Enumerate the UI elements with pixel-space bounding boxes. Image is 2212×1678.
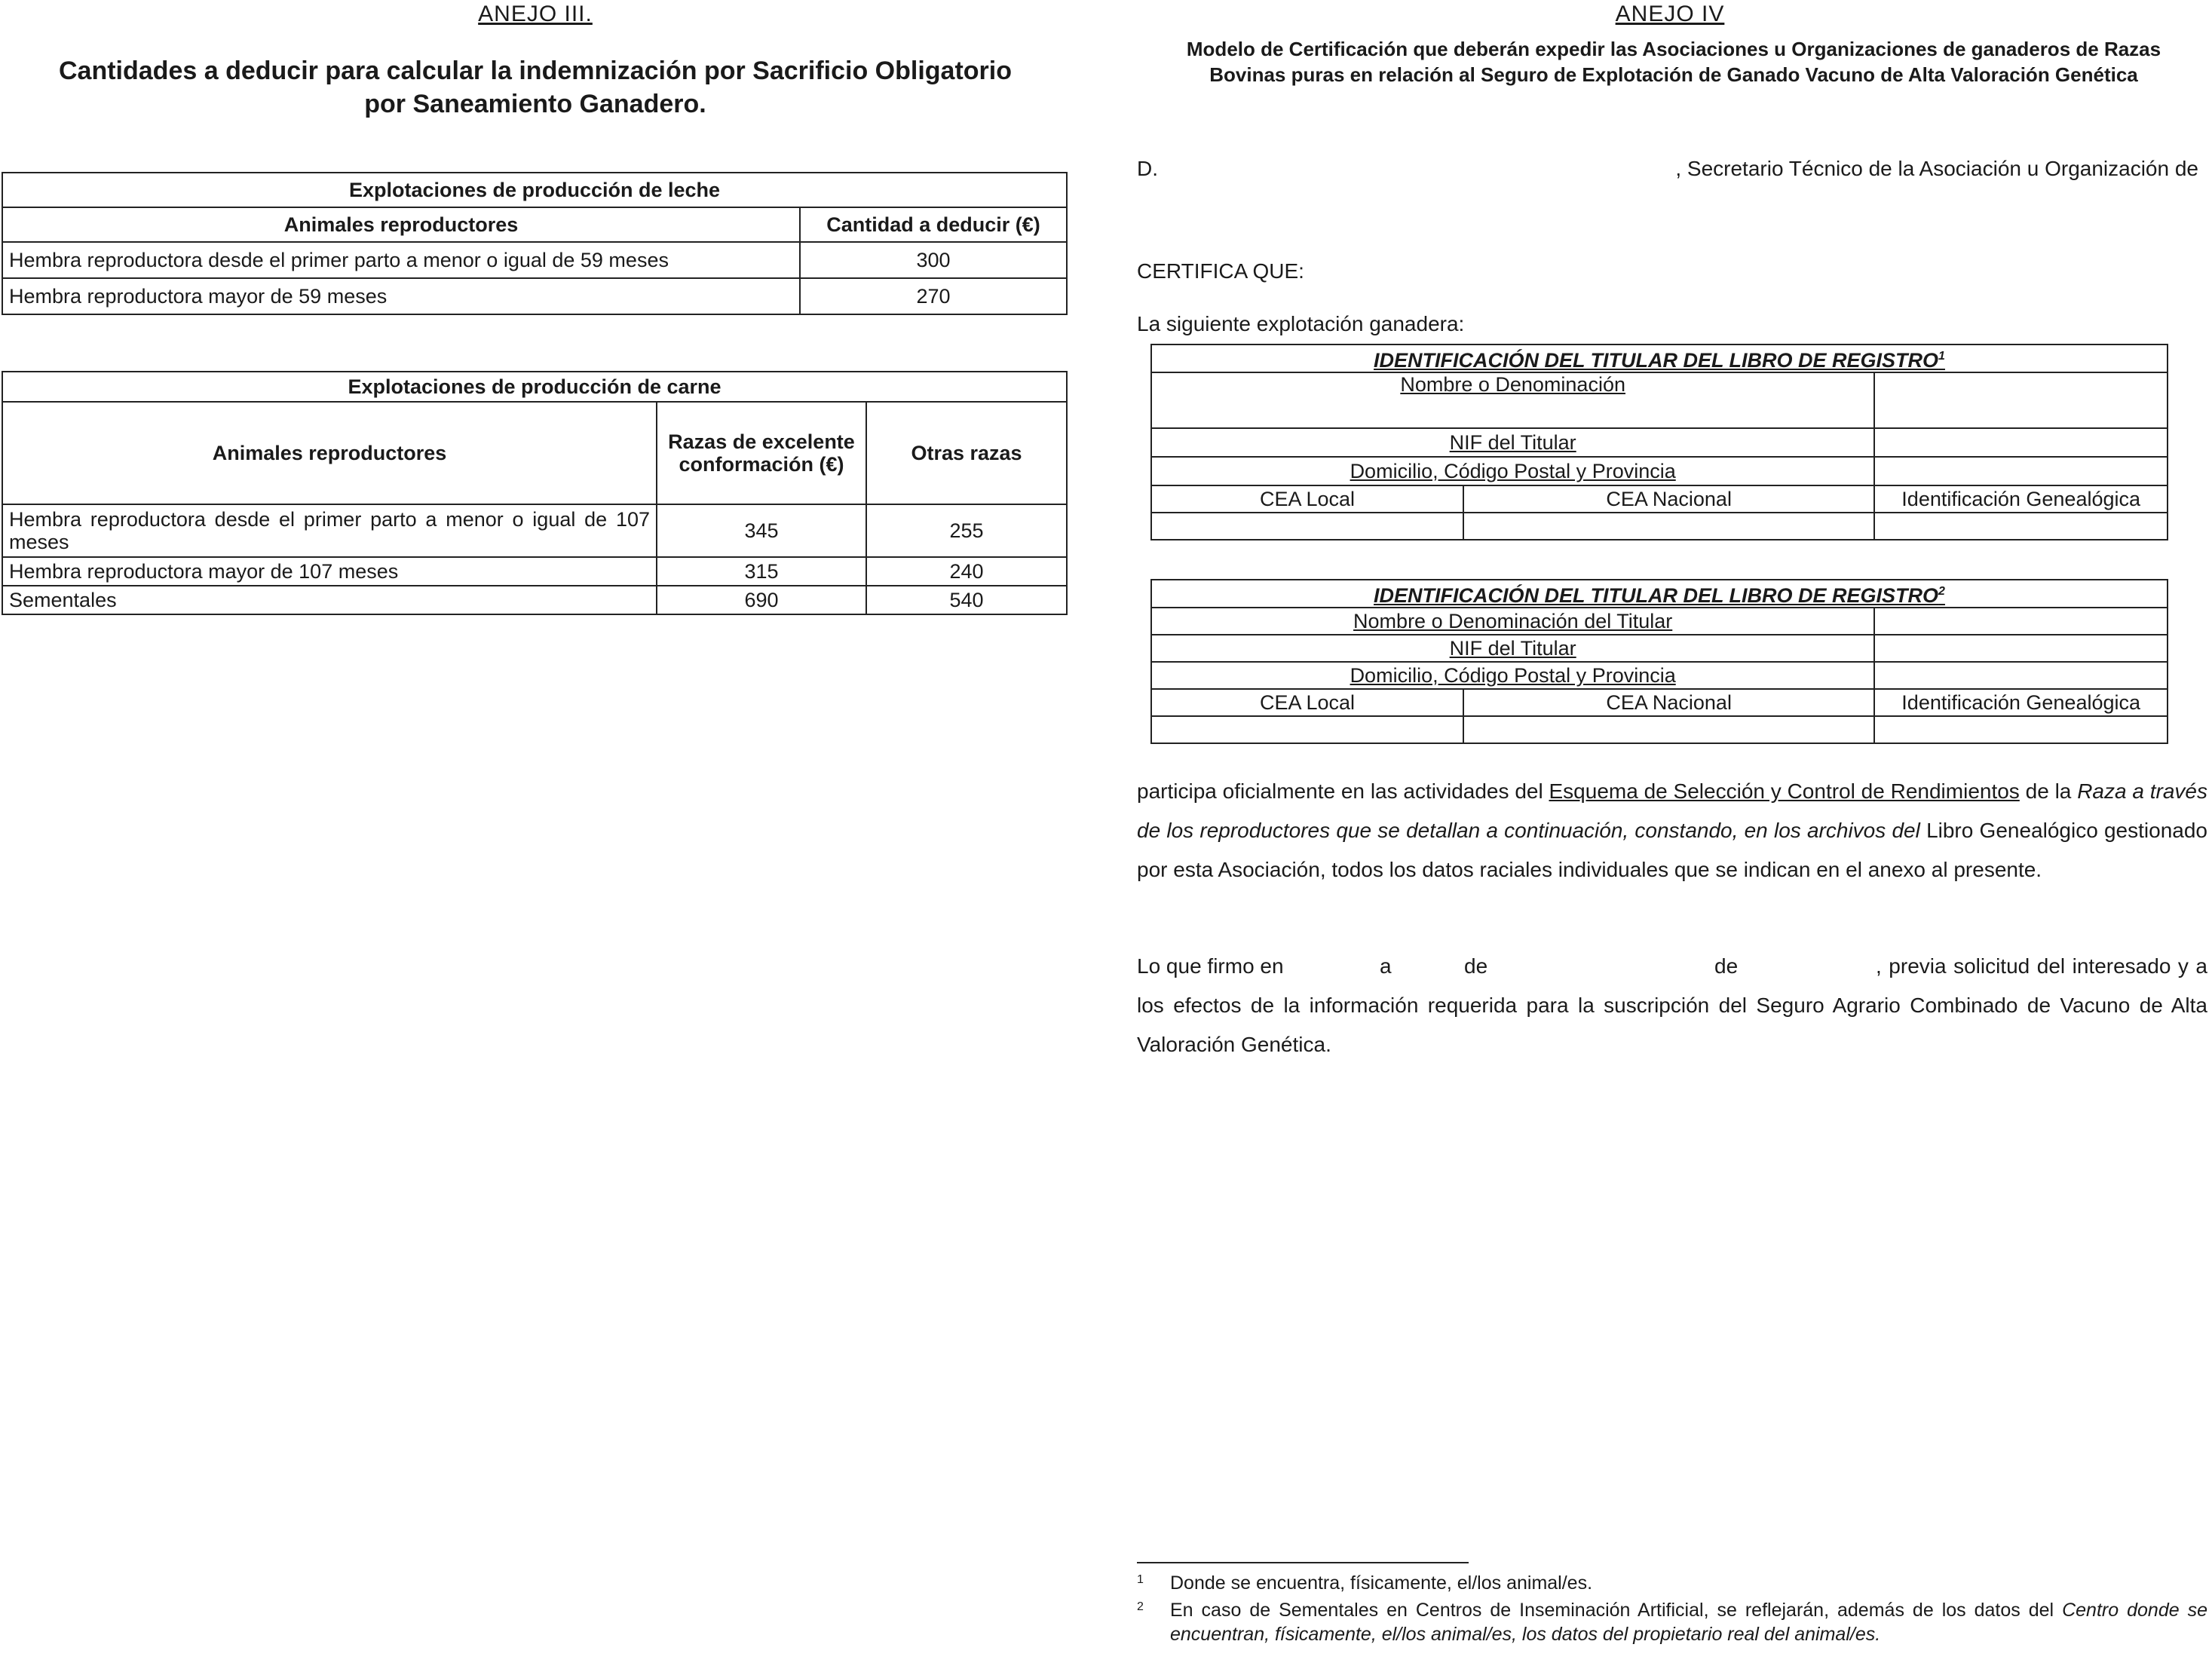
id1-header <box>1151 344 2168 372</box>
id1-header-text: IDENTIFICACIÓN DEL TITULAR DEL LIBRO DE REGISTRO <box>1374 349 1939 372</box>
id2-nif-label: NIF del Titular <box>1151 635 1874 662</box>
footnote-2 <box>1137 1598 2207 1646</box>
id1-ident-gen-label: Identificación Genealógica <box>1874 485 2168 513</box>
anejo-iv-heading: ANEJO IV <box>1615 2 1725 26</box>
carne-col-excelente: Razas de excelente conformación (€) <box>657 402 866 504</box>
participa-text-1: participa oficialmente en las actividades del <box>1137 779 1543 803</box>
footnote-2-italic: Centro donde se encuentran, físicamente, el/los animal/es, los datos del propietario real del animal/es. <box>1170 1600 2207 1645</box>
anejo-iii-title-line2: por Saneamiento Ganadero. <box>364 90 706 118</box>
table-row <box>2 557 1067 586</box>
carne-row-label: Hembra reproductora mayor de 107 meses <box>2 557 657 586</box>
leche-row-label: Hembra reproductora desde el primer parto a menor o igual de 59 meses <box>2 242 800 278</box>
id2-nombre-label: Nombre o Denominación del Titular <box>1151 608 1874 635</box>
id2-cea-nacional-label: CEA Nacional <box>1463 689 1874 716</box>
id1-cea-local-value <box>1151 513 1463 540</box>
id1-ident-gen-value <box>1874 513 2168 540</box>
footnote-1-text: Donde se encuentra, físicamente, el/los animal/es. <box>1170 1572 1593 1594</box>
leche-row-value: 300 <box>800 242 1067 278</box>
id1-nombre-value <box>1874 372 2168 428</box>
table-row <box>2 504 1067 557</box>
leche-table <box>2 172 1068 315</box>
participa-text-2: de la <box>2025 779 2072 803</box>
leche-col-amount: Cantidad a deducir (€) <box>800 207 1067 242</box>
footnote-1-num: 1 <box>1137 1573 1144 1586</box>
id2-header <box>1151 580 2168 608</box>
participa-text-3: Libro Genealógico gestionado por esta Asociación, todos los datos raciales individuales que se indican en el anexo al presente. <box>1137 819 2207 881</box>
id1-nombre-label: Nombre o Denominación <box>1151 372 1874 428</box>
secretario-text: , Secretario Técnico de la Asociación u Organización de <box>1675 157 2198 180</box>
id2-cea-local-label: CEA Local <box>1151 689 1463 716</box>
leche-col-animals: Animales reproductores <box>2 207 800 242</box>
carne-row-otras: 240 <box>866 557 1067 586</box>
d-label: D. <box>1137 157 1158 180</box>
firmo-text-1: Lo que firmo en <box>1137 954 1284 978</box>
id1-domicilio-value <box>1874 457 2168 485</box>
carne-col-animals: Animales reproductores <box>2 402 657 504</box>
id1-cea-nacional-label: CEA Nacional <box>1463 485 1874 513</box>
id1-nif-value <box>1874 428 2168 457</box>
carne-row-excelente: 690 <box>657 586 866 614</box>
footnote-ref-1: 1 <box>1938 350 1945 363</box>
id2-domicilio-label: Domicilio, Código Postal y Provincia <box>1151 662 1874 689</box>
leche-caption: Explotaciones de producción de leche <box>2 173 1067 207</box>
table-row <box>2 242 1067 278</box>
anejo-iii-title <box>0 54 1071 121</box>
id2-domicilio-value <box>1874 662 2168 689</box>
anejo-iv-title: Modelo de Certificación que deberán expedir las Asociaciones u Organizaciones de ganaderos de Razas Bovinas puras en relación al Seguro de Explotación de Ganado Vacuno de Alta Valoración Genética <box>1186 38 2161 86</box>
id2-nombre-value <box>1874 608 2168 635</box>
siguiente-text: La siguiente explotación ganadera: <box>1137 312 1465 335</box>
id2-header-text: IDENTIFICACIÓN DEL TITULAR DEL LIBRO DE REGISTRO <box>1374 584 1939 607</box>
carne-row-label: Hembra reproductora desde el primer parto a menor o igual de 107 meses <box>2 504 657 557</box>
id1-nif-label: NIF del Titular <box>1151 428 1874 457</box>
anejo-iii-title-line1: Cantidades a deducir para calcular la indemnización por Sacrificio Obligatorio <box>59 57 1012 85</box>
carne-caption: Explotaciones de producción de carne <box>2 372 1067 402</box>
carne-row-otras: 540 <box>866 586 1067 614</box>
firmo-a: a <box>1380 954 1392 978</box>
anejo-iii-heading: ANEJO III. <box>478 2 593 26</box>
footnote-ref-2: 2 <box>1938 585 1945 598</box>
id-table-1 <box>1150 344 2168 540</box>
table-row <box>2 278 1067 314</box>
footnote-divider <box>1137 1562 1469 1563</box>
id-table-2 <box>1150 579 2168 744</box>
certifica-text: CERTIFICA QUE: <box>1137 259 1304 283</box>
id1-cea-nacional-value <box>1463 513 1874 540</box>
footnote-2-text: En caso de Sementales en Centros de Inseminación Artificial, se reflejarán, además de los datos del <box>1170 1600 2054 1621</box>
raza-italic-text: Raza a través de los reproductores que se detallan a continuación, constando, en los archivos del <box>1137 779 2207 842</box>
id1-cea-local-label: CEA Local <box>1151 485 1463 513</box>
carne-table <box>2 371 1068 615</box>
id2-ident-gen-label: Identificación Genealógica <box>1874 689 2168 716</box>
esquema-text: Esquema de Selección y Control de Rendimientos <box>1549 779 2020 803</box>
id2-cea-local-value <box>1151 716 1463 743</box>
carne-col-otras: Otras razas <box>866 402 1067 504</box>
leche-row-value: 270 <box>800 278 1067 314</box>
table-row <box>2 586 1067 614</box>
id2-ident-gen-value <box>1874 716 2168 743</box>
carne-row-otras: 255 <box>866 504 1067 557</box>
footnote-2-num: 2 <box>1137 1600 1144 1613</box>
firmo-text-2: , previa solicitud del interesado y a los efectos de la información requerida para la suscripción del Seguro Agrario Combinado de Vacuno de Alta Valoración Genética. <box>1137 954 2207 1056</box>
firmo-paragraph <box>1137 947 2207 1056</box>
carne-row-excelente: 345 <box>657 504 866 557</box>
id2-nif-value <box>1874 635 2168 662</box>
footnote-2-body <box>1170 1598 2207 1646</box>
leche-row-label: Hembra reproductora mayor de 59 meses <box>2 278 800 314</box>
carne-row-excelente: 315 <box>657 557 866 586</box>
id1-domicilio-label: Domicilio, Código Postal y Provincia <box>1151 457 1874 485</box>
participa-paragraph <box>1137 772 2207 890</box>
firmo-de-2: de <box>1714 954 1739 978</box>
carne-row-label: Sementales <box>2 586 657 614</box>
firmo-de-1: de <box>1464 954 1488 978</box>
id2-cea-nacional-value <box>1463 716 1874 743</box>
